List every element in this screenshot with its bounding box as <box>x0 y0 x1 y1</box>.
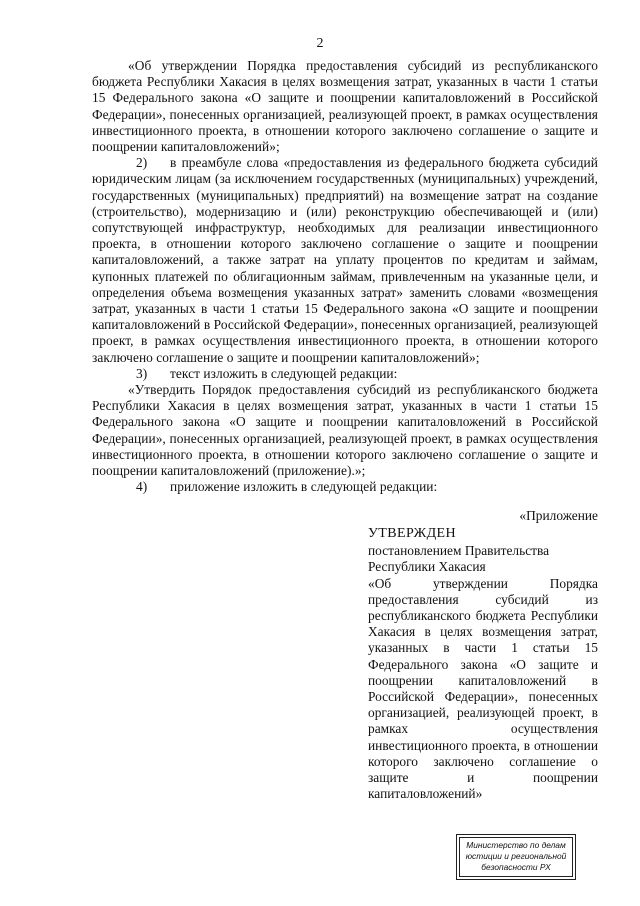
item-text: текст изложить в следующей редакции: <box>170 365 398 381</box>
approved-line-2: Республики Хакасия <box>368 559 486 575</box>
ministry-stamp <box>459 837 573 877</box>
stamp-line-2: юстиции и региональной <box>465 851 567 861</box>
stamp-line-1: Министерство по делам <box>466 840 566 850</box>
appendix-label: «Приложение <box>519 508 598 523</box>
paragraph-title-quote: «Об утверждении Порядка предоставления субсидий из республиканского бюджета Республики Хакасия в целях возмещения затрат, указанных в части 1 статьи 15 Федерального закона «О защите и поощрении капиталовложений в Российской Федерации», понесенных организацией, реализующей проект, в рамках осуществления инвестиционного проекта, в отношении которого заключено соглашение о защите и поощрении капиталовложений»; <box>92 58 598 155</box>
item-text: приложение изложить в следующей редакции: <box>170 479 438 495</box>
list-item-2 <box>92 155 598 366</box>
approved-block <box>368 526 598 802</box>
item-number: 3) <box>136 365 148 381</box>
stamp-line-3: безопасности РХ <box>481 862 551 872</box>
paragraph-new-text: «Утвердить Порядок предоставления субсидий из республиканского бюджета Республики Хакасия в целях возмещения затрат, указанных в части 1 статьи 15 Федерального закона «О защите и поощрении капиталовложений в Российской Федерации», понесенных организацией, реализующей проект, в рамках осуществления инвестиционного проекта, в отношении которого заключено соглашение о защите и поощрении капиталовложений (приложение).»; <box>92 382 598 479</box>
approved-title: «Об утверждении Порядка предоставления субсидий из республиканского бюджета Республики Хакасия в целях возмещения затрат, указанных в части 1 статьи 15 Федерального закона «О защите и поощрении капиталовложений в Российской Федерации», понесенных организацией, реализующей проект, в рамках осуществления инвестиционного проекта, в отношении которого заключено соглашение о защите и поощрении капиталовложений» <box>368 575 598 802</box>
item-text: в преамбуле слова «предоставления из федерального бюджета субсидий юридическим лицам (за исключением государственных (муниципальных) учреждений, государственных (муниципальных) предприятий) на возмещение затрат на создание (строительство), модернизацию и (или) реконструкцию обеспечивающей и (или) сопутствующей инфраструктур, необходимых для реализации инвестиционного проекта, в отношении которого заключено соглашение о защите и поощрении капиталовложений, а также затрат на уплату процентов по кредитам и займам, купонных платежей по облигационным займам, привлеченным на указанные цели, и определения объема возмещения указанных затрат» заменить словами «возмещения затрат, указанных в части 1 статьи 15 Федерального закона «О защите и поощрении капиталовложений в Российской Федерации», понесенных организацией, реализующей проект, в рамках осуществления инвестиционного проекта, в отношении которого заключено соглашение о защите и поощрении капиталовложений»; <box>92 155 598 365</box>
document-body <box>92 58 598 495</box>
item-number: 2) <box>136 155 148 171</box>
item-number: 4) <box>136 479 148 495</box>
approved-line-1: постановлением Правительства <box>368 543 550 559</box>
list-item-3 <box>92 366 598 382</box>
page-number: 2 <box>316 36 324 51</box>
list-item-4 <box>92 479 598 495</box>
approved-heading: УТВЕРЖДЕН <box>368 526 457 541</box>
